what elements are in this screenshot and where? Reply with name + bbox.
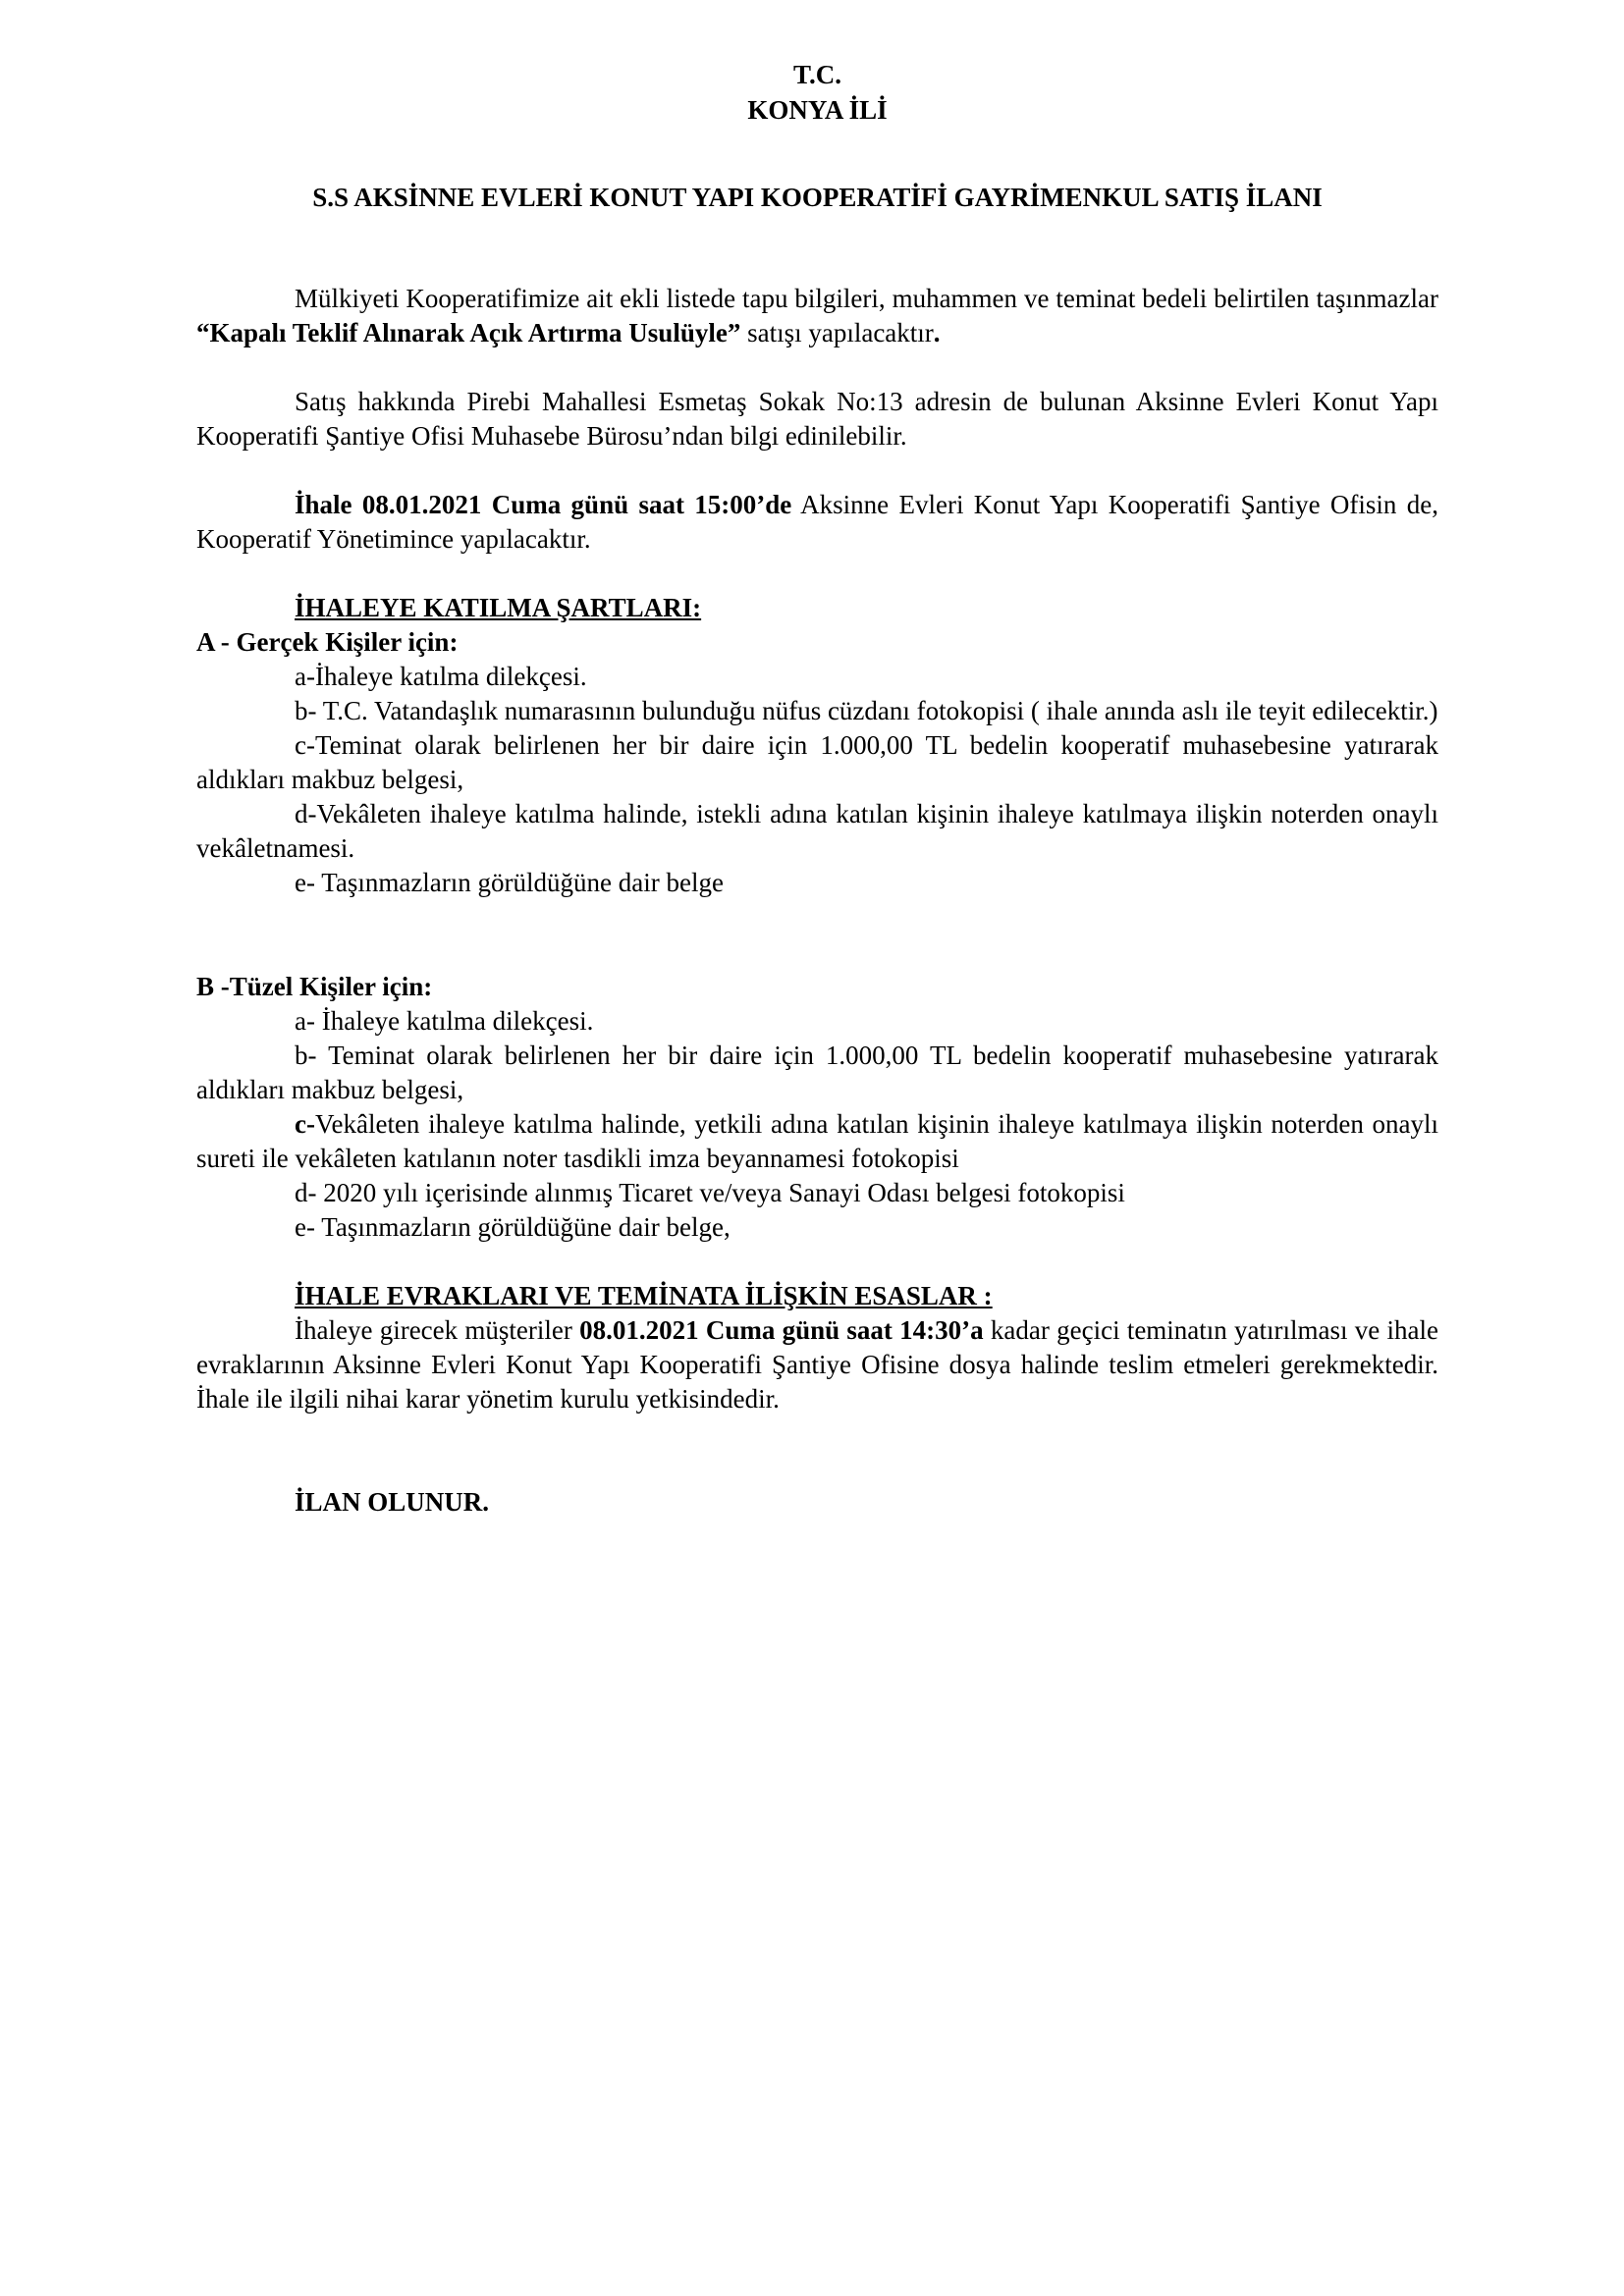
intro-p1-end: . bbox=[933, 318, 941, 347]
intro-paragraph-2: Satış hakkında Pirebi Mahallesi Esmetaş Sokak No:13 adresin de bulunan Aksinne Evleri Konut Yapı Kooperatifi Şantiye Ofisi Muhasebe Bürosu’ndan bilgi edinilebilir. bbox=[196, 387, 1438, 451]
auction-location-text: Aksinne Evleri Konut Yapı Kooperatifi Şantiye Ofisin de, Kooperatif Yönetimince yapılacaktır. bbox=[196, 490, 1438, 554]
intro-p1-text: Mülkiyeti Kooperatifimize ait ekli listede tapu bilgileri, muhammen ve teminat bedeli belirtilen taşınmazlar bbox=[295, 284, 1438, 313]
intro-paragraph-1 bbox=[196, 282, 1438, 350]
documents-paragraph bbox=[196, 1313, 1438, 1416]
legal-entities-item-c-marker: c- bbox=[295, 1109, 315, 1139]
real-persons-item-c: c-Teminat olarak belirlenen her bir daire için 1.000,00 TL bedelin kooperatif muhasebesine yatırarak aldıkları makbuz belgesi, bbox=[196, 730, 1438, 794]
real-persons-item-d: d-Vekâleten ihaleye katılma halinde, istekli adına katılan kişinin ihaleye katılmaya ilişkin noterden onaylı vekâletnamesi. bbox=[196, 799, 1438, 863]
header-province: KONYA İLİ bbox=[747, 95, 888, 125]
closing-statement: İLAN OLUNUR. bbox=[295, 1487, 490, 1517]
legal-entities-item-d: d- 2020 yılı içerisinde alınmış Ticaret ve/veya Sanayi Odası belgesi fotokopisi bbox=[295, 1178, 1125, 1207]
page-title: S.S AKSİNNE EVLERİ KONUT YAPI KOOPERATİFİ GAYRİMENKUL SATIŞ İLANI bbox=[312, 183, 1323, 212]
intro-p1-text-2: satışı yapılacaktır bbox=[740, 318, 934, 347]
real-persons-heading: A - Gerçek Kişiler için: bbox=[196, 627, 459, 657]
header-tc: T.C. bbox=[792, 60, 841, 89]
intro-paragraph-3 bbox=[196, 488, 1438, 557]
legal-entities-heading: B -Tüzel Kişiler için: bbox=[196, 972, 433, 1001]
real-persons-item-b: b- T.C. Vatandaşlık numarasının bulunduğu nüfus cüzdanı fotokopisi ( ihale anında aslı ile teyit edilecektir.) bbox=[295, 696, 1438, 725]
documents-text-1: İhaleye girecek müşteriler bbox=[295, 1315, 580, 1345]
legal-entities-item-a: a- İhaleye katılma dilekçesi. bbox=[295, 1006, 594, 1036]
document-page bbox=[196, 57, 1438, 1520]
real-persons-item-e: e- Taşınmazların görüldüğüne dair belge bbox=[295, 868, 724, 897]
auction-date-bold: İhale 08.01.2021 Cuma günü saat 15:00’de bbox=[295, 490, 792, 519]
legal-entities-item-c bbox=[196, 1107, 1438, 1176]
documents-heading: İHALE EVRAKLARI VE TEMİNATA İLİŞKİN ESASLAR : bbox=[295, 1281, 993, 1310]
conditions-heading: İHALEYE KATILMA ŞARTLARI: bbox=[295, 593, 702, 622]
documents-deadline-bold: 08.01.2021 Cuma günü saat 14:30’a bbox=[579, 1315, 984, 1345]
legal-entities-item-e: e- Taşınmazların görüldüğüne dair belge, bbox=[295, 1212, 731, 1242]
documents-text-2: kadar geçici teminatın yatırılması ve ihale evraklarının Aksinne Evleri Konut Yapı Kooperatifi Şantiye Ofisine dosya halinde teslim etmeleri gerekmektedir. İhale ile ilgili nihai karar yönetim kurulu yetkisindedir. bbox=[196, 1315, 1438, 1414]
intro-p1-bold: “Kapalı Teklif Alınarak Açık Artırma Usulüyle” bbox=[196, 318, 741, 347]
real-persons-item-a: a-İhaleye katılma dilekçesi. bbox=[295, 662, 587, 691]
legal-entities-item-b: b- Teminat olarak belirlenen her bir daire için 1.000,00 TL bedelin kooperatif muhasebesine yatırarak aldıkları makbuz belgesi, bbox=[196, 1041, 1438, 1104]
legal-entities-item-c-text: Vekâleten ihaleye katılma halinde, yetkili adına katılan kişinin ihaleye katılmaya ilişkin noterden onaylı sureti ile vekâleten katılanın noter tasdikli imza beyannamesi fotokopisi bbox=[196, 1109, 1438, 1173]
